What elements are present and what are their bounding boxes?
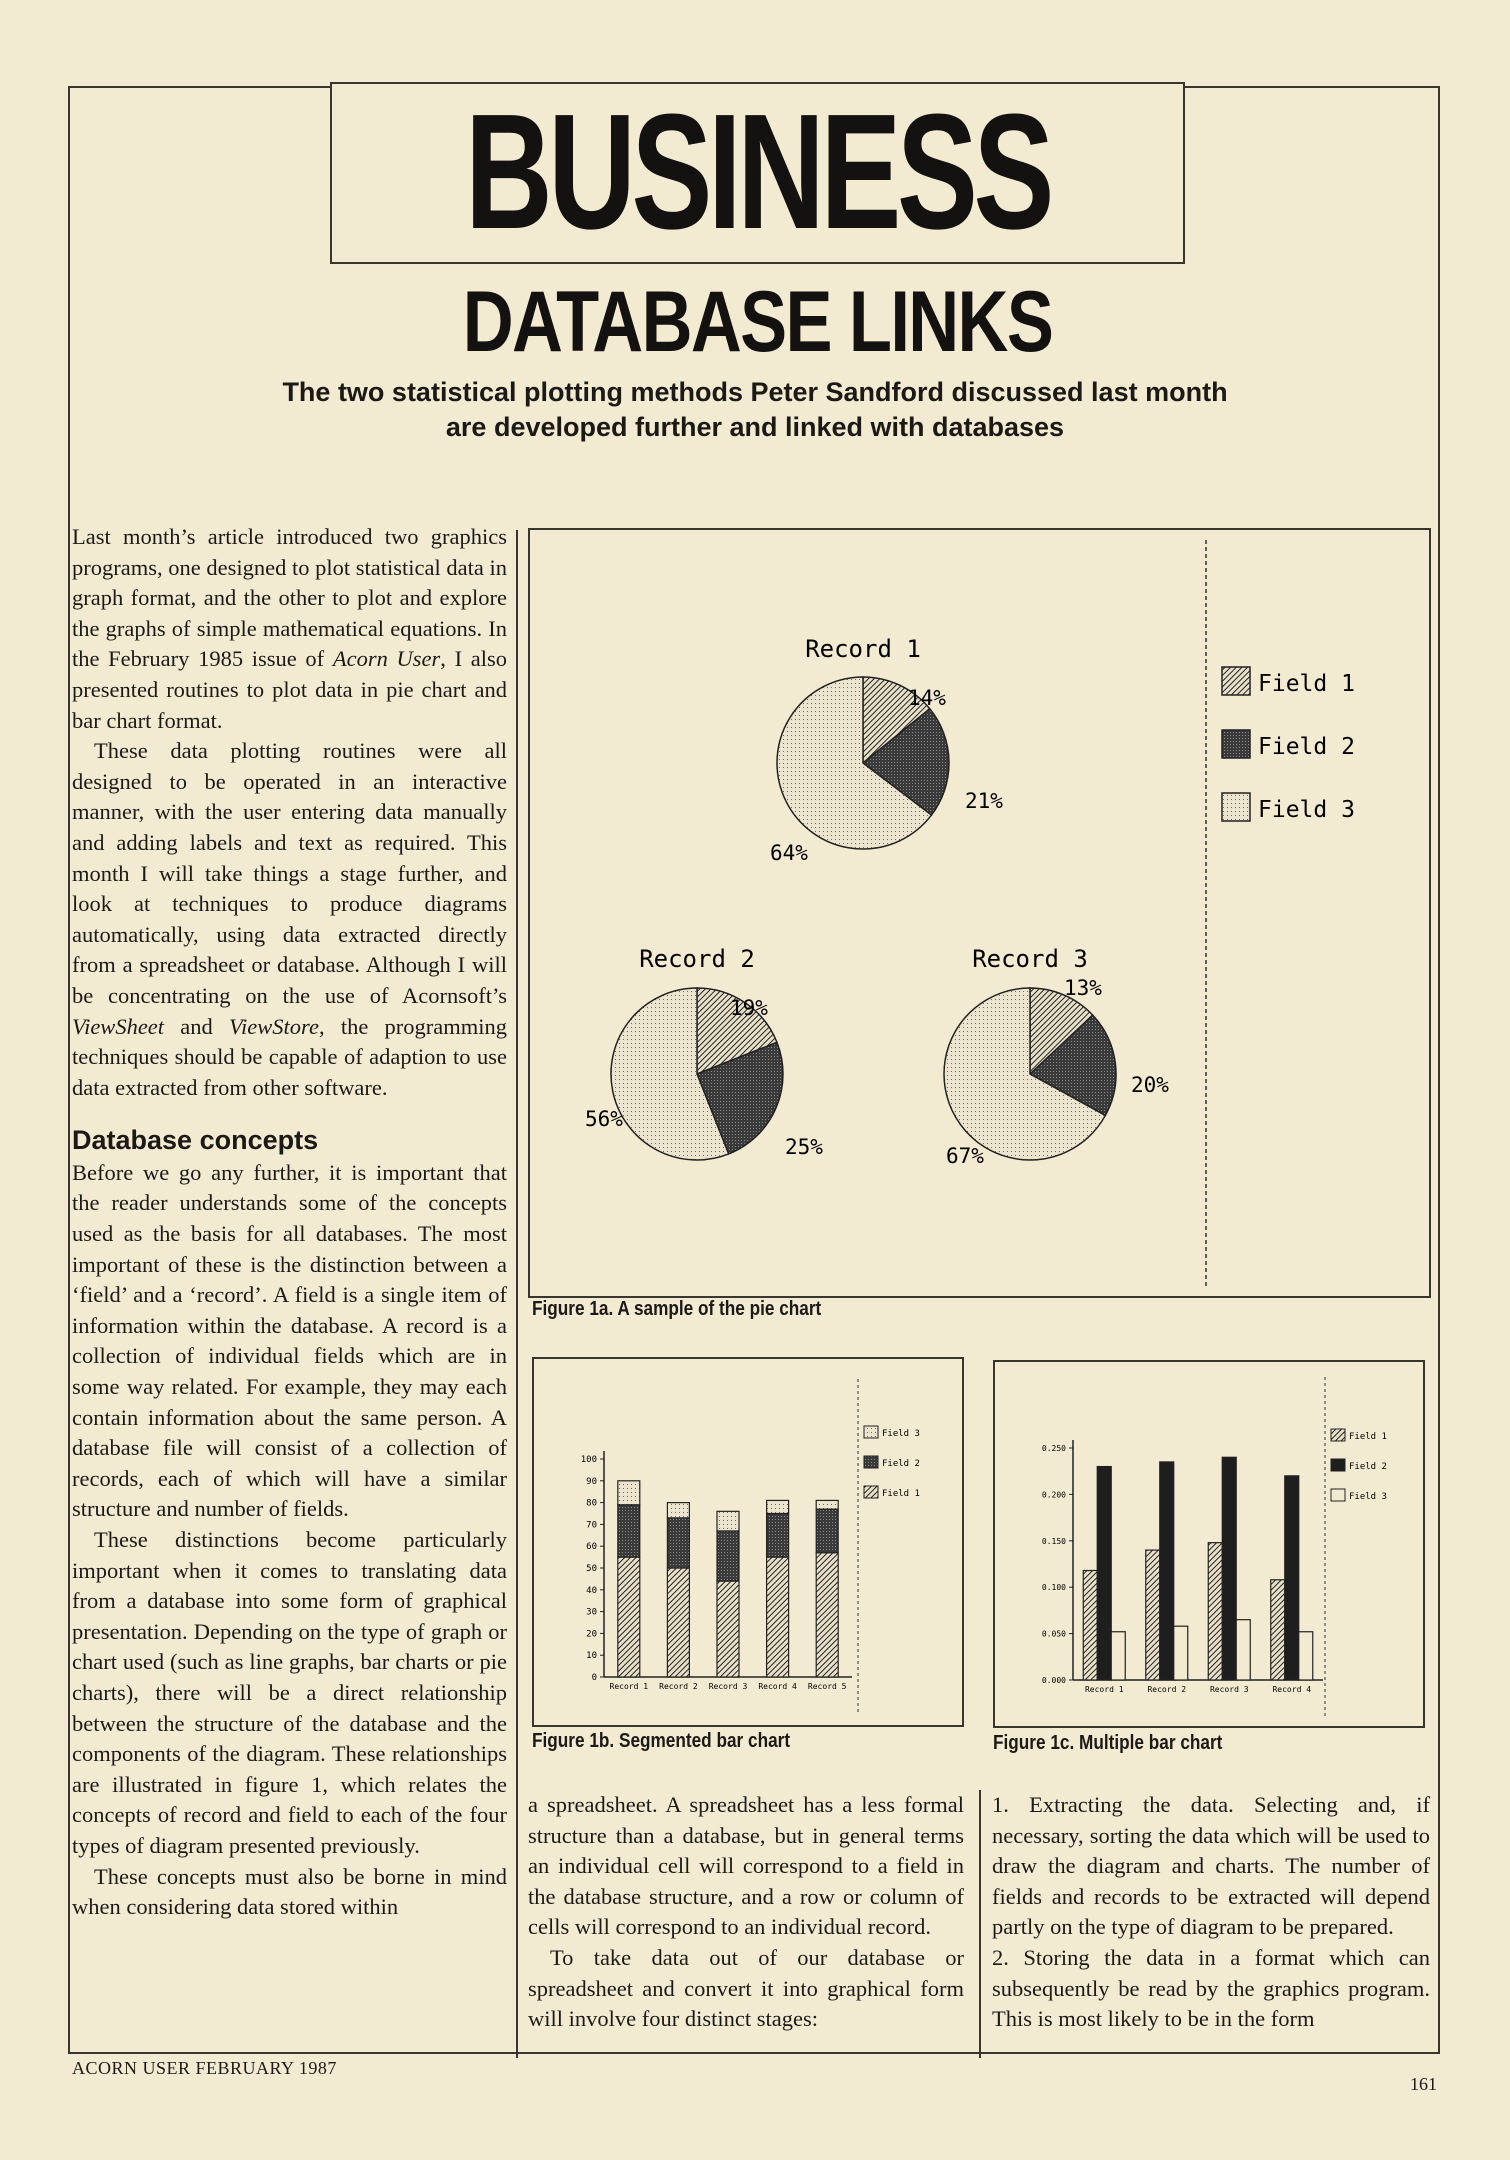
pie-slice-label: 21% — [965, 789, 1003, 813]
figure-1b-caption: Figure 1b. Segmented bar chart — [532, 1730, 791, 1752]
bar-segment — [618, 1557, 640, 1677]
x-tick-label: Record 3 — [1209, 1685, 1249, 1694]
standfirst-line: The two statistical plotting methods Peter Sandford discussed last month — [282, 377, 1228, 407]
legend-swatch — [1331, 1459, 1345, 1471]
y-tick-label: 70 — [586, 1520, 597, 1531]
legend-label: Field 1 — [1258, 671, 1355, 697]
masthead-box — [330, 82, 1185, 264]
software-name: ViewStore — [228, 1013, 319, 1039]
y-tick-label: 30 — [586, 1607, 597, 1618]
bar-segment — [667, 1518, 689, 1568]
publication-footer: ACORN USER FEBRUARY 1987 — [72, 2058, 337, 2078]
bar-segment — [717, 1511, 739, 1531]
pie-slice-label: 14% — [908, 686, 946, 710]
bar-segment — [767, 1500, 789, 1513]
figure-1a-box — [528, 528, 1431, 1298]
legend-label: Field 3 — [1258, 797, 1355, 823]
x-tick-label: Record 1 — [1084, 1685, 1124, 1694]
bar — [1083, 1570, 1097, 1680]
y-tick-label: 50 — [586, 1564, 597, 1574]
standfirst — [260, 375, 1250, 445]
figure-1a-caption: Figure 1a. A sample of the pie chart — [532, 1298, 822, 1320]
legend-swatch — [1331, 1429, 1345, 1441]
figure-1c-box — [993, 1360, 1425, 1728]
column-rule — [979, 1790, 981, 2058]
legend-label: Field 3 — [882, 1429, 920, 1439]
pie-slice-label: 67% — [946, 1144, 984, 1168]
legend-swatch — [864, 1486, 878, 1498]
bar-segment — [767, 1557, 789, 1677]
y-tick-label: 0.050 — [1041, 1629, 1066, 1639]
x-tick-label: Record 2 — [1147, 1685, 1187, 1694]
y-tick-label: 0.150 — [1041, 1536, 1066, 1546]
page-number: 161 — [1410, 2074, 1437, 2094]
bar — [1146, 1550, 1160, 1680]
pie-slice-label: 64% — [770, 841, 808, 865]
paragraph: These distinctions become particularly important when it comes to translating data from a database into some form of graphical presentation. Depending on the type of graph or chart used (such as line graphs, bar charts or pie charts), there will be a direct relationship between the structure of the database and the components of the diagram. These relationships are illustrated in figure 1, which relates the concepts of record and field to each of the four types of diagram presented previously. — [72, 1527, 507, 1858]
y-tick-label: 100 — [580, 1455, 597, 1465]
masthead-title: BUSINESS — [465, 80, 1050, 263]
y-tick-label: 80 — [586, 1498, 597, 1509]
standfirst-line: are developed further and linked with databases — [445, 412, 1065, 442]
software-name: ViewSheet — [72, 1013, 165, 1039]
paragraph: These concepts must also be borne in mind when considering data stored within — [72, 1863, 507, 1920]
bar — [1299, 1632, 1313, 1680]
y-tick-label: 0.100 — [1041, 1583, 1066, 1593]
y-tick-label: 0.200 — [1041, 1490, 1066, 1500]
legend-label: Field 1 — [882, 1489, 920, 1499]
pie-slice-label: 25% — [785, 1135, 823, 1159]
pie-slice-label: 13% — [1064, 976, 1102, 1000]
legend-swatch — [864, 1426, 878, 1438]
paragraph: Last month’s article introduced two graphics programs, one designed to plot statistical data in graph format, and the other to plot and explore the graphs of simple mathematical equations. In the February 1985 issue of Acorn User, I also presented routines to plot data in pie chart and bar chart format. — [72, 524, 508, 733]
multiple-bar-chart — [995, 1362, 1423, 1726]
y-tick-label: 60 — [586, 1542, 597, 1553]
legend-label: Field 3 — [1349, 1492, 1387, 1502]
legend-label: Field 2 — [1258, 734, 1355, 760]
bar-segment — [816, 1553, 838, 1677]
bar — [1236, 1620, 1250, 1680]
bar — [1111, 1632, 1125, 1680]
publication-name: Acorn User — [332, 646, 441, 672]
x-tick-label: Record 4 — [758, 1682, 797, 1691]
legend-label: Field 1 — [1349, 1432, 1387, 1442]
y-tick-label: 0.000 — [1041, 1676, 1066, 1685]
bar-segment — [767, 1514, 789, 1558]
column-3 — [992, 1790, 1430, 2035]
y-tick-label: 0 — [591, 1673, 597, 1683]
pie-slice-label: 20% — [1131, 1073, 1169, 1097]
bar-segment — [618, 1481, 640, 1505]
legend-swatch — [1222, 793, 1250, 821]
bar — [1208, 1543, 1222, 1680]
pie-title: Record 1 — [805, 635, 921, 663]
bar-segment — [618, 1505, 640, 1557]
bar-segment — [717, 1531, 739, 1581]
bar-segment — [816, 1500, 838, 1509]
bar — [1222, 1457, 1236, 1680]
figure-1c-caption: Figure 1c. Multiple bar chart — [993, 1732, 1223, 1754]
x-tick-label: Record 1 — [609, 1682, 649, 1691]
paragraph: Before we go any further, it is important that the reader understands some of the concepts used as the basis for all databases. The most important of these is the distinction between a ‘field’ and a ‘record’. A field is a single item of information within the database. A record is a collection of individual fields which are in some way related. For example, they may each contain information about the same person. A database file will consist of a collection of records, each of which will have a similar structure and number of fields. — [72, 1159, 507, 1522]
paragraph: 2. Storing the data in a format which can subsequently be read by the graphics program. This is most likely to be in the form — [992, 1944, 1430, 2032]
bar — [1097, 1467, 1111, 1680]
bar — [1160, 1462, 1174, 1680]
figure-1b-box — [532, 1357, 964, 1727]
y-tick-label: 40 — [586, 1585, 597, 1596]
legend-swatch — [1222, 667, 1250, 695]
y-tick-label: 10 — [586, 1651, 597, 1662]
legend-swatch — [1222, 730, 1250, 758]
pie-title: Record 2 — [639, 945, 755, 973]
column-1 — [72, 522, 507, 1923]
pie-title: Record 3 — [972, 945, 1088, 973]
x-tick-label: Record 4 — [1272, 1685, 1312, 1694]
bar-segment — [816, 1509, 838, 1553]
paragraph: These data plotting routines were all designed to be operated in an interactive manner, with the user entering data manually and adding labels and text as required. This month I will take things a stage further, and look at techniques to produce diagrams automatically, using data extracted directly from a spreadsheet or database. Although I will be concentrating on the use of Acornsoft’s ViewSheet and ViewStore, the programming techniques should be capable of adaption to use data extracted from other software. — [72, 738, 507, 1100]
pie-slice-label: 19% — [730, 996, 768, 1020]
paragraph: To take data out of our database or spreadsheet and convert it into graphical form will involve four distinct stages: — [528, 1944, 964, 2032]
segmented-bar-chart — [534, 1359, 962, 1725]
bar-segment — [667, 1503, 689, 1518]
bar-segment — [717, 1581, 739, 1677]
y-tick-label: 90 — [586, 1476, 597, 1487]
legend-label: Field 2 — [882, 1459, 920, 1469]
x-tick-label: Record 3 — [708, 1682, 748, 1691]
column-2 — [528, 1790, 964, 2035]
article-title: DATABASE LINKS — [462, 274, 1053, 370]
bar — [1174, 1626, 1188, 1680]
x-tick-label: Record 2 — [659, 1682, 698, 1691]
paragraph: 1. Extracting the data. Selecting and, if necessary, sorting the data which will be used to draw the diagram and charts. The number of fields and records to be extracted will depend partly on the type of diagram to be prepared. — [992, 1792, 1430, 1940]
legend-label: Field 2 — [1349, 1462, 1387, 1472]
y-tick-label: 0.250 — [1041, 1444, 1066, 1453]
paragraph: a spreadsheet. A spreadsheet has a less formal structure than a database, but in general terms an individual cell will correspond to a field in the database structure, and a row or column of cells will correspond to an individual record. — [528, 1792, 964, 1940]
bar-segment — [667, 1568, 689, 1677]
pie-chart-figure — [530, 530, 1429, 1296]
legend-swatch — [864, 1456, 878, 1468]
pie-slice-label: 56% — [585, 1107, 623, 1131]
section-heading: Database concepts — [72, 1125, 319, 1156]
x-tick-label: Record 5 — [807, 1682, 847, 1691]
y-tick-label: 20 — [586, 1629, 597, 1640]
bar — [1271, 1580, 1285, 1680]
bar — [1285, 1476, 1299, 1680]
column-rule — [516, 530, 518, 2058]
legend-swatch — [1331, 1489, 1345, 1501]
